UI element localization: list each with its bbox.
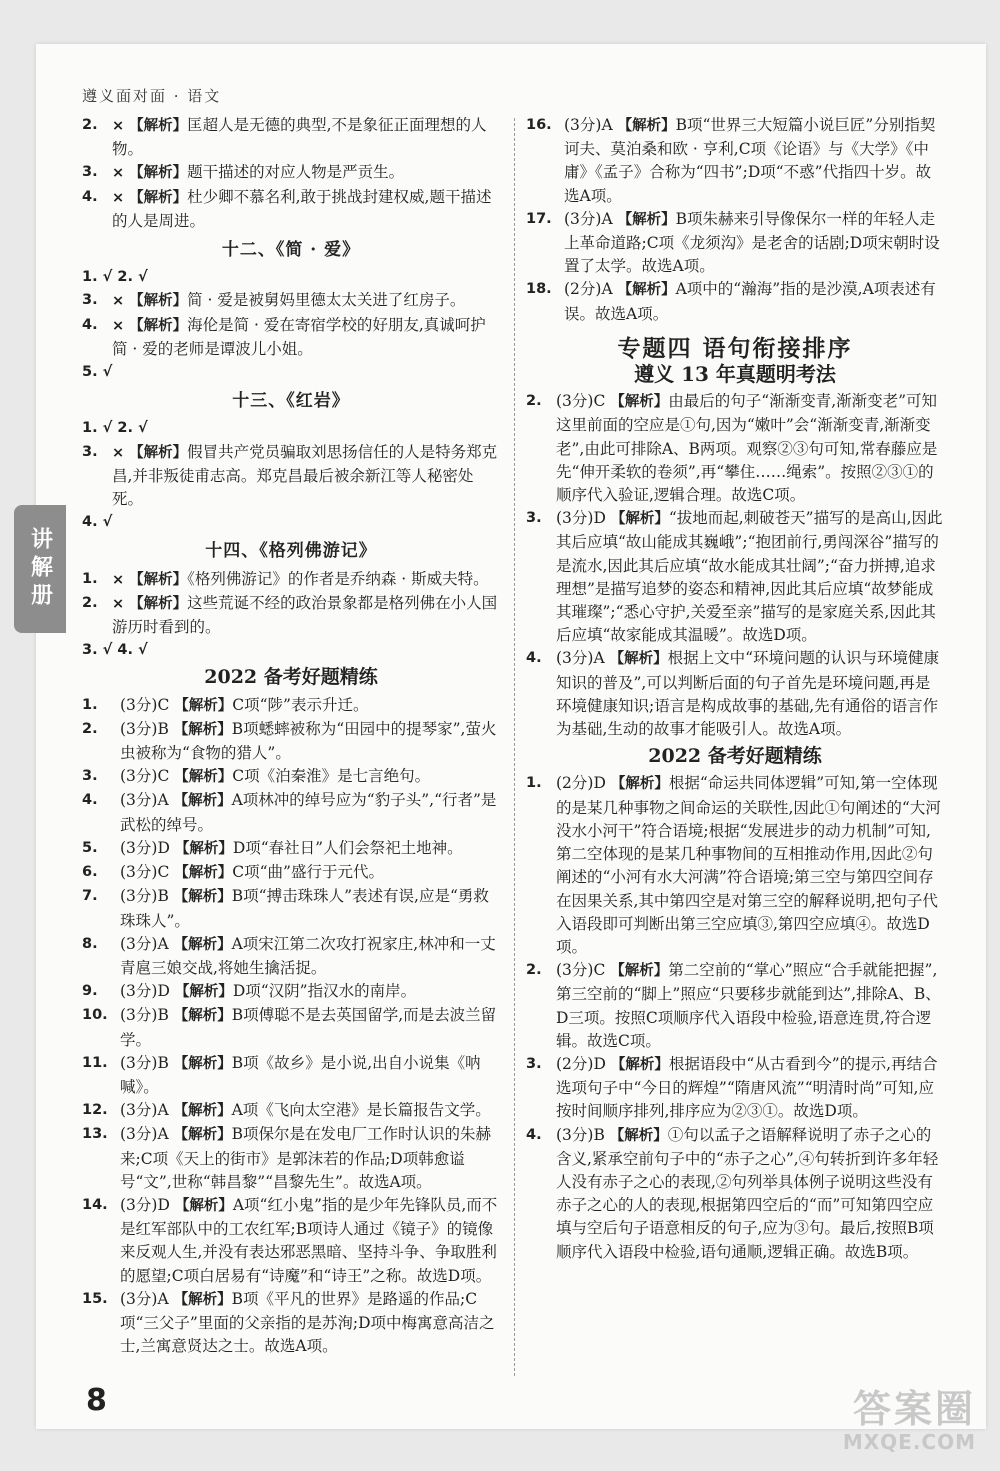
analysis-text: B项“搏击珠珠人”表述有误,应是“勇救珠珠人”。 <box>120 887 489 930</box>
answer-item <box>526 959 944 1053</box>
analysis-text: 杜少卿不慕名利,敢于挑战封建权威,题干描述的人是周进。 <box>112 187 492 230</box>
answer-score: (3分)A <box>120 934 169 953</box>
running-title: 遵义面对面 · 语文 <box>82 87 222 105</box>
answer-item <box>82 980 500 1004</box>
answer-score: (3分)A <box>120 791 169 810</box>
analysis-text: 根据“命运共同体逻辑”可知,第一空体现的是某几种事物之间命运的关联性,因此①句阐述的“大河没水小河干”符合语境;根据“发展进步的动力机制”可知,第二空体现的是某几种事物间的互相推动作用,因此②句阐述的“小河有水大河满”符合语境;第三空与第四空间存在因果关系,其中第四空是对第三空的解释说明,把句子代入语段即可判断出第三空应填③,第四空应填④。故选D项。 <box>556 774 941 956</box>
answer-list <box>82 114 500 233</box>
answer-mark: × <box>112 165 125 182</box>
analysis-text: 这些荒诞不经的政治景象都是格列佛在小人国游历时看到的。 <box>112 593 498 637</box>
analysis-text: B项蟋蟀被称为“田园中的提琴家”,萤火虫被称为“食物的猎人”。 <box>120 719 497 763</box>
answer-mark: × <box>112 444 125 461</box>
analysis-text: 根据语段中“从古看到今”的提示,再结合选项句子中“今日的辉煌”“隋唐风流”“明清时尚”可知,应按时间顺序排列,排序应为②③①。故选D项。 <box>556 1054 938 1121</box>
analysis-text: B项保尔是在发电厂工作时认识的朱赫来;C项《天上的街市》是郭沫若的作品;D项韩愈谥号“文”,世称“韩昌黎”“昌黎先生”。故选A项。 <box>120 1125 491 1191</box>
analysis-text: 海伦是简 · 爱在寄宿学校的好朋友,真诚呵护简 · 爱的老师是谭波儿小姐。 <box>112 315 486 358</box>
answer-list <box>526 772 944 1263</box>
analysis-text: B项《故乡》是小说,出自小说集《呐喊》。 <box>120 1053 481 1096</box>
answer-row: 1. √ 2. √ <box>82 420 148 437</box>
answer-row: 5. √ <box>82 364 113 381</box>
analysis-tag: 【解析】 <box>129 165 188 182</box>
answer-score: (2分)D <box>556 1054 606 1073</box>
answer-item <box>82 441 500 512</box>
question-number: 17. <box>526 210 552 227</box>
side-tab-label: 讲解册 <box>14 505 66 633</box>
answer-score: (3分)C <box>120 767 170 786</box>
answer-score: (3分)A <box>120 1289 169 1308</box>
answer-item <box>82 1004 500 1051</box>
analysis-text: A项中的“瀚海”指的是沙漠,A项表述有误。故选A项。 <box>564 280 936 323</box>
analysis-text: 第二空前的“掌心”照应“合手就能把握”,第三空前的“脚上”照应“只要移步就能到达”,排除A、B、D三项。按照C项顺序代入语段中检验,语意连贯,符合逻辑。故选C项。 <box>556 961 941 1050</box>
answer-score: (2分)A <box>564 280 613 299</box>
left-column <box>82 114 500 1358</box>
answer-list <box>82 694 500 1359</box>
answer-item <box>526 390 944 507</box>
answer-item <box>82 289 500 313</box>
analysis-text: A项《飞向太空港》是长篇报告文学。 <box>231 1101 491 1120</box>
analysis-tag: 【解析】 <box>129 571 188 588</box>
answer-item <box>82 161 500 185</box>
analysis-text: D项“汉阴”指汉水的南岸。 <box>232 982 417 1001</box>
analysis-tag: 【解析】 <box>129 444 188 461</box>
analysis-tag: 【解析】 <box>129 595 188 612</box>
question-number: 13. <box>82 1126 108 1143</box>
analysis-text: D项“春社日”人们会祭祀土地神。 <box>232 838 463 857</box>
analysis-text: A项宋江第二次攻打祝家庄,林冲和一丈青扈三娘交战,将她生擒活捉。 <box>120 934 496 977</box>
analysis-text: 《格列佛游记》的作者是乔纳森 · 斯威夫特。 <box>187 569 489 588</box>
analysis-text: 题干描述的对应人物是严贡生。 <box>187 163 405 182</box>
question-number: 2. <box>526 962 542 979</box>
analysis-tag: 【解析】 <box>174 769 233 786</box>
question-number: 1. <box>526 775 542 792</box>
answer-score: (3分)B <box>120 719 169 738</box>
analysis-text: A项“红小鬼”指的是少年先锋队员,而不是红军部队中的工农红军;B项诗人通过《镜子》的镜像来反观人生,并没有表达邪恶黑暗、坚持斗争、争取胜利的愿望;C项白居易有“诗魔”和“诗王”之称。故选D项。 <box>120 1195 498 1285</box>
answer-score: (3分)B <box>120 1006 169 1025</box>
answer-score: (3分)B <box>120 887 169 906</box>
analysis-tag: 【解析】 <box>129 317 188 334</box>
question-number: 14. <box>82 1196 108 1213</box>
answer-row: 3. √ 4. √ <box>82 642 148 659</box>
question-number: 8. <box>82 935 98 952</box>
question-number: 2. <box>82 594 98 611</box>
analysis-text: 匡超人是无德的典型,不是象征正面理想的人物。 <box>112 116 487 159</box>
answer-score: (2分)D <box>556 774 606 793</box>
answer-list <box>82 441 500 512</box>
answer-item <box>526 278 944 325</box>
question-number: 16. <box>526 117 552 133</box>
answer-item <box>82 933 500 980</box>
answer-list <box>82 568 500 640</box>
question-number: 3. <box>526 1055 542 1072</box>
answer-row: 1. √ 2. √ <box>82 269 148 286</box>
question-number: 2. <box>526 393 542 410</box>
analysis-tag: 【解析】 <box>173 1291 232 1308</box>
question-number: 9. <box>82 983 98 1000</box>
analysis-tag: 【解析】 <box>173 1127 232 1144</box>
section-heading: 十三、《红岩》 <box>232 391 350 412</box>
analysis-tag: 【解析】 <box>173 721 232 738</box>
analysis-text: 简 · 爱是被舅妈里德太太关进了红房子。 <box>187 291 466 310</box>
answer-item <box>526 1053 944 1124</box>
answer-mark: × <box>112 118 125 134</box>
analysis-tag: 【解析】 <box>610 776 669 793</box>
answer-item <box>82 1123 500 1194</box>
answer-score: (3分)A <box>120 1101 169 1120</box>
answer-item <box>82 592 500 639</box>
question-number: 10. <box>82 1007 108 1024</box>
answer-item <box>82 1194 500 1288</box>
question-number: 1. <box>82 570 98 587</box>
practice-heading: 2022 备考好题精练 <box>648 745 822 768</box>
answer-score: (3分)B <box>120 1053 169 1072</box>
answer-score: (3分)D <box>120 1195 170 1214</box>
analysis-tag: 【解析】 <box>617 282 676 299</box>
question-number: 15. <box>82 1290 108 1307</box>
analysis-tag: 【解析】 <box>174 1197 233 1214</box>
analysis-text: C项《泊秦淮》是七言绝句。 <box>232 767 431 786</box>
question-number: 4. <box>526 1126 542 1143</box>
analysis-text: 由最后的句子“渐渐变青,渐渐变老”可知这里前面的空应是①句,因为“嫩叶”会“渐渐变青,渐渐变老”,由此可排除A、B两项。观察②③句可知,常春藤应是先“伸开柔软的卷须”,再“攀住……绳索”。按照②③①的顺序代入验证,逻辑合理。故选C项。 <box>556 392 938 505</box>
answer-item <box>82 186 500 233</box>
question-number: 7. <box>82 888 98 905</box>
answer-row: 4. √ <box>82 514 113 531</box>
analysis-tag: 【解析】 <box>174 840 233 857</box>
analysis-text: B项《平凡的世界》是路遥的作品;C项“三父子”里面的父亲指的是苏洵;D项中梅寓意高洁之士,兰寓意贤达之士。故选A项。 <box>120 1289 495 1356</box>
subtopic-heading: 遵义 13 年真题明考法 <box>634 362 836 387</box>
analysis-tag: 【解析】 <box>610 394 669 411</box>
analysis-text: B项傅聪不是去英国留学,而是去波兰留学。 <box>120 1006 497 1049</box>
analysis-text: C项“陟”表示升迁。 <box>232 695 369 714</box>
analysis-tag: 【解析】 <box>617 118 676 134</box>
page-number: 8 <box>86 1383 107 1418</box>
answer-mark: × <box>112 189 125 206</box>
analysis-tag: 【解析】 <box>610 511 669 528</box>
analysis-text: A项林冲的绰号应为“豹子头”,“行者”是武松的绰号。 <box>120 791 497 834</box>
answer-score: (3分)C <box>556 961 606 980</box>
answer-item <box>82 1099 500 1123</box>
answer-score: (3分)D <box>556 509 606 528</box>
answer-item <box>526 507 944 647</box>
answer-score: (3分)A <box>564 116 613 134</box>
answer-item <box>526 1124 944 1264</box>
answer-item <box>526 647 944 741</box>
answer-score: (3分)B <box>556 1125 605 1144</box>
answer-item <box>82 837 500 861</box>
question-number: 4. <box>82 188 98 205</box>
analysis-tag: 【解析】 <box>609 651 668 668</box>
answer-item <box>82 1288 500 1359</box>
answer-score: (3分)A <box>120 1125 169 1144</box>
answer-mark: × <box>112 317 125 334</box>
answer-item <box>82 885 500 932</box>
analysis-tag: 【解析】 <box>129 293 188 310</box>
analysis-tag: 【解析】 <box>174 984 233 1001</box>
answer-item <box>82 861 500 885</box>
question-number: 18. <box>526 281 552 298</box>
analysis-text: ①句以孟子之语解释说明了赤子之心的含义,紧承空前句子中的“赤子之心”,④句转折到许多年轻人没有赤子之心的表现,②句列举具体例子说明这些没有赤子之心的人的表现,根据第四空后的“而”可知第四空应填与空后句子语意相反的句子,应为③句。最后,按照B项顺序代入语段中检验,语句通顺,逻辑正确。故选B项。 <box>556 1125 939 1261</box>
answer-item <box>82 789 500 836</box>
answer-list <box>526 114 944 326</box>
answer-mark: × <box>112 595 125 612</box>
analysis-text: B项朱赫来引导像保尔一样的年轻人走上革命道路;C项《龙须沟》是老舍的话剧;D项宋朝时设置了太学。故选A项。 <box>564 209 940 276</box>
answer-item <box>526 208 944 279</box>
answer-score: (3分)A <box>556 649 605 668</box>
answer-item <box>82 1052 500 1099</box>
analysis-tag: 【解析】 <box>173 793 232 810</box>
answer-mark: × <box>112 571 125 588</box>
question-number: 12. <box>82 1102 108 1119</box>
answer-item <box>82 694 500 718</box>
section-heading: 十二、《简 · 爱》 <box>221 240 361 261</box>
answer-item <box>82 765 500 789</box>
watermark-logo: 答案圈 <box>852 1387 976 1431</box>
question-number: 4. <box>82 792 98 809</box>
answer-mark: × <box>112 293 125 310</box>
right-column <box>526 114 944 1264</box>
watermark-url: MXQE.COM <box>842 1430 976 1454</box>
answer-item <box>526 114 944 208</box>
analysis-tag: 【解析】 <box>129 118 188 134</box>
watermark <box>842 1387 976 1454</box>
answer-list <box>82 289 500 361</box>
analysis-tag: 【解析】 <box>174 697 233 714</box>
analysis-text: C项“曲”盛行于元代。 <box>232 863 384 882</box>
question-number: 4. <box>82 316 98 333</box>
question-number: 3. <box>82 164 98 181</box>
answer-item <box>526 772 944 959</box>
question-number: 5. <box>82 839 98 856</box>
answer-score: (3分)C <box>120 695 170 714</box>
question-number: 3. <box>82 768 98 785</box>
analysis-tag: 【解析】 <box>173 936 232 953</box>
practice-heading: 2022 备考好题精练 <box>204 666 378 689</box>
analysis-tag: 【解析】 <box>610 963 669 980</box>
column-divider <box>514 118 515 1376</box>
answer-item <box>82 718 500 765</box>
question-number: 6. <box>82 864 98 881</box>
answer-score: (3分)D <box>120 838 170 857</box>
analysis-tag: 【解析】 <box>173 889 232 906</box>
answer-list <box>526 390 944 741</box>
topic-heading: 专题四 语句衔接排序 <box>617 335 853 362</box>
question-number: 2. <box>82 720 98 737</box>
question-number: 2. <box>82 117 98 133</box>
analysis-tag: 【解析】 <box>129 189 188 206</box>
analysis-text: 假冒共产党员骗取刘思扬信任的人是特务郑克昌,并非叛徒甫志高。郑克昌最后被余新江等人秘密处死。 <box>112 442 498 509</box>
answer-item <box>82 114 500 161</box>
analysis-text: “拔地而起,刺破苍天”描写的是高山,因此其后应填“故山能成其巍峨”;“抱团前行,勇闯深谷”描写的是流水,因此其后应填“故水能成其壮阔”;“奋力拼搏,追求理想”是描写追梦的姿态和精神,因此其后应填“故梦能成其璀璨”;“悉心守护,关爱至亲”描写的是家庭关系,因此其后应填“故家能成其温暖”。故选D项。 <box>556 509 943 645</box>
analysis-tag: 【解析】 <box>173 1103 232 1120</box>
answer-score: (3分)C <box>556 392 606 411</box>
question-number: 3. <box>526 510 542 527</box>
analysis-tag: 【解析】 <box>174 865 233 882</box>
question-number: 3. <box>82 292 98 309</box>
section-heading: 十四、《格列佛游记》 <box>205 541 377 562</box>
answer-score: (3分)C <box>120 863 170 882</box>
answer-score: (3分)A <box>564 209 613 228</box>
analysis-tag: 【解析】 <box>173 1055 232 1072</box>
analysis-tag: 【解析】 <box>617 211 676 228</box>
answer-item <box>82 568 500 592</box>
analysis-tag: 【解析】 <box>610 1056 669 1073</box>
analysis-tag: 【解析】 <box>609 1127 668 1144</box>
question-number: 3. <box>82 443 98 460</box>
answer-item <box>82 314 500 361</box>
analysis-text: 根据上文中“环境问题的认识与环境健康知识的普及”,可以判断后面的句子首先是环境问题,再是环境健康知识;语言是构成故事的基础,先有通俗的语言作为基础,生动的故事才能吸引人。故选A项。 <box>556 649 940 739</box>
question-number: 11. <box>82 1054 108 1071</box>
answer-score: (3分)D <box>120 982 170 1001</box>
question-number: 4. <box>526 650 542 667</box>
question-number: 1. <box>82 696 98 713</box>
analysis-text: B项“世界三大短篇小说巨匠”分别指契诃夫、莫泊桑和欧 · 亨利,C项《论语》与《大学》《中庸》《孟子》合称为“四书”;D项“不惑”代指四十岁。故选A项。 <box>564 116 936 205</box>
analysis-tag: 【解析】 <box>173 1008 232 1025</box>
